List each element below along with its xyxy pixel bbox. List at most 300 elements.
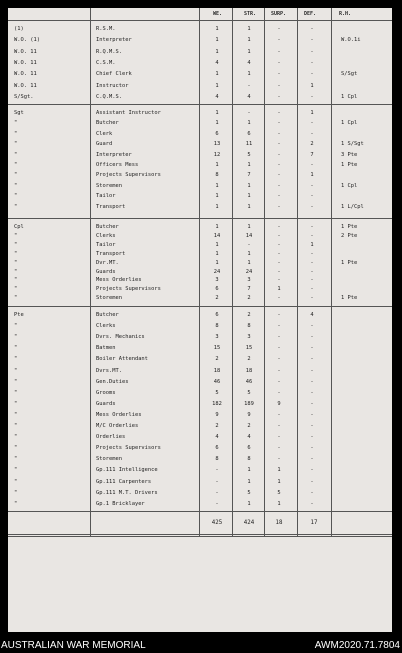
row-we: 14 (213, 232, 221, 239)
row-def: - (310, 277, 314, 284)
row-surp: - (277, 456, 281, 463)
row-description: Chief Clerk (96, 71, 132, 78)
row-str: 1 (247, 250, 251, 257)
header-rem: R.H. (339, 11, 352, 17)
row-str: 1 (247, 48, 251, 55)
row-surp: - (277, 411, 281, 418)
row-def: - (310, 286, 314, 293)
row-rank: " (14, 367, 18, 374)
row-description: Guards (96, 400, 116, 407)
row-description: Assistant Instructor (96, 110, 161, 116)
table-row (8, 48, 392, 57)
row-surp: - (277, 367, 281, 374)
row-we: 3 (215, 334, 219, 341)
row-we: 182 (212, 400, 222, 407)
row-str: 1 (247, 203, 251, 210)
row-rank: " (14, 151, 18, 158)
total-surp: 18 (275, 520, 283, 526)
row-we: - (215, 489, 219, 496)
table-row (8, 489, 392, 498)
table-row (8, 59, 392, 68)
row-we: 15 (213, 345, 221, 352)
table-row (8, 294, 392, 303)
row-rank: " (14, 500, 18, 507)
row-remarks: 1 S/Sgt (341, 141, 364, 148)
row-str: 46 (245, 378, 253, 385)
row-description: Storemen (96, 456, 122, 463)
row-str: 8 (247, 323, 251, 330)
row-def: - (310, 203, 314, 210)
row-str: 15 (245, 345, 253, 352)
row-we: 2 (215, 423, 219, 429)
row-str: 4 (247, 59, 251, 66)
row-description: Tailor (96, 193, 116, 200)
row-we: 3 (215, 277, 219, 284)
row-def: - (310, 268, 314, 275)
table-row (8, 93, 392, 102)
row-we: - (215, 467, 219, 474)
row-str: 14 (245, 232, 253, 239)
row-str: 1 (247, 193, 251, 200)
row-we: 24 (213, 268, 221, 275)
row-surp: - (277, 59, 281, 66)
row-we: 9 (215, 411, 219, 418)
table-row (8, 344, 392, 353)
row-description: R.Q.M.S. (96, 48, 122, 55)
table-row (8, 241, 392, 250)
row-we: 1 (215, 241, 219, 248)
row-description: Batmen (96, 345, 116, 352)
row-str: 2 (247, 312, 251, 318)
total-we: 425 (211, 520, 223, 526)
row-we: 1 (215, 71, 219, 78)
row-str: 189 (244, 400, 254, 407)
row-rank: (1) (14, 26, 24, 32)
row-remarks: S/Sgt (341, 71, 358, 78)
row-rank: " (14, 323, 18, 330)
row-remarks: W.O.1i (341, 37, 361, 44)
row-str: 1 (247, 182, 251, 189)
row-description: Clerk (96, 130, 113, 137)
row-rank: W.O. (1) (14, 37, 40, 44)
row-str: 5 (247, 151, 251, 158)
row-surp: - (277, 423, 281, 429)
section-rule (8, 306, 392, 307)
row-surp: - (277, 295, 281, 302)
row-remarks: 1 Cpl (341, 93, 358, 100)
row-def: - (310, 120, 314, 127)
row-str: - (247, 110, 251, 116)
table-row (8, 285, 392, 294)
row-surp: - (277, 182, 281, 189)
row-description: C.Q.M.S. (96, 93, 122, 100)
row-def: - (310, 323, 314, 330)
row-str: 3 (247, 334, 251, 341)
row-remarks: 1 Cpl (341, 120, 358, 127)
row-rank: " (14, 232, 18, 239)
row-def: - (310, 37, 314, 44)
row-surp: - (277, 250, 281, 257)
row-def: 1 (310, 172, 314, 179)
table-row (8, 311, 392, 320)
row-def: 1 (310, 110, 314, 116)
row-rank: " (14, 268, 18, 275)
row-we: 2 (215, 356, 219, 363)
row-we: 1 (215, 110, 219, 116)
row-str: 1 (247, 467, 251, 474)
header-str: STR. (244, 11, 257, 17)
row-str: 1 (247, 500, 251, 507)
row-def: - (310, 489, 314, 496)
row-rank: " (14, 411, 18, 418)
row-def: - (310, 345, 314, 352)
row-we: 1 (215, 203, 219, 210)
row-description: Projects Supervisors (96, 286, 161, 293)
table-row (8, 389, 392, 398)
header-surp: SURP. (271, 11, 287, 17)
row-we: 6 (215, 130, 219, 137)
row-def: - (310, 182, 314, 189)
table-row (8, 182, 392, 191)
row-rank: " (14, 295, 18, 302)
row-def: - (310, 48, 314, 55)
row-remarks: 1 L/Cpl (341, 203, 364, 210)
row-rank: " (14, 241, 18, 248)
row-description: Grooms (96, 389, 116, 396)
row-we: 1 (215, 182, 219, 189)
row-def: 4 (310, 312, 314, 318)
row-we: 8 (215, 172, 219, 179)
table-row (8, 478, 392, 487)
row-description: M/C Orderlies (96, 423, 139, 429)
table-row (8, 25, 392, 34)
row-rank: Cpl (14, 224, 24, 230)
row-description: Guard (96, 141, 113, 148)
row-we: 8 (215, 456, 219, 463)
row-def: - (310, 59, 314, 66)
row-str: 1 (247, 37, 251, 44)
section-rule (8, 218, 392, 219)
row-rank: " (14, 400, 18, 407)
row-surp: 1 (277, 500, 281, 507)
row-surp: - (277, 378, 281, 385)
row-def: - (310, 445, 314, 452)
row-we: 2 (215, 295, 219, 302)
footer-source: AUSTRALIAN WAR MEMORIAL (1, 640, 146, 651)
row-description: Instructor (96, 82, 129, 89)
row-description: Gen.Duties (96, 378, 129, 385)
row-description: Storemen (96, 182, 122, 189)
row-rank: S/Sgt. (14, 93, 34, 100)
row-remarks: 3 Pte (341, 151, 358, 158)
row-we: 1 (215, 120, 219, 127)
row-rank: " (14, 334, 18, 341)
row-rank: " (14, 130, 18, 137)
row-surp: - (277, 151, 281, 158)
row-str: 2 (247, 295, 251, 302)
row-description: Mess Orderlies (96, 277, 142, 284)
row-we: 1 (215, 37, 219, 44)
row-str: 1 (247, 71, 251, 78)
row-surp: - (277, 259, 281, 266)
row-we: 4 (215, 93, 219, 100)
row-description: Gp.111 Intelligence (96, 467, 158, 474)
table-row (8, 433, 392, 442)
row-rank: " (14, 378, 18, 385)
table-row (8, 355, 392, 364)
row-def: 1 (310, 82, 314, 89)
bottom-rule (8, 534, 392, 535)
row-str: 8 (247, 456, 251, 463)
row-surp: - (277, 434, 281, 441)
row-def: - (310, 423, 314, 429)
row-str: 5 (247, 489, 251, 496)
row-surp: - (277, 120, 281, 127)
row-we: 1 (215, 250, 219, 257)
table-row (8, 36, 392, 45)
row-rank: " (14, 172, 18, 179)
row-surp: 5 (277, 489, 281, 496)
row-str: 1 (247, 224, 251, 230)
row-str: 5 (247, 389, 251, 396)
table-row (8, 161, 392, 170)
row-surp: 1 (277, 467, 281, 474)
row-str: 4 (247, 434, 251, 441)
row-surp: - (277, 172, 281, 179)
row-we: - (215, 478, 219, 485)
row-def: - (310, 71, 314, 78)
row-str: 6 (247, 130, 251, 137)
row-surp: - (277, 445, 281, 452)
document-page (8, 8, 392, 632)
row-we: 1 (215, 82, 219, 89)
row-surp: - (277, 93, 281, 100)
row-we: 12 (213, 151, 221, 158)
row-def: - (310, 259, 314, 266)
table-row (8, 444, 392, 453)
totals-rule (8, 511, 392, 512)
table-row (8, 367, 392, 376)
row-def: 2 (310, 141, 314, 148)
row-description: Officers Mess (96, 162, 139, 168)
row-def: - (310, 232, 314, 239)
table-row (8, 378, 392, 387)
row-we: 4 (215, 434, 219, 441)
row-def: - (310, 400, 314, 407)
row-def: - (310, 389, 314, 396)
row-surp: - (277, 203, 281, 210)
row-surp: - (277, 334, 281, 341)
row-we: 5 (215, 389, 219, 396)
row-surp: - (277, 224, 281, 230)
row-surp: - (277, 312, 281, 318)
row-rank: " (14, 389, 18, 396)
row-we: 6 (215, 445, 219, 452)
table-row (8, 276, 392, 285)
row-rank: " (14, 250, 18, 257)
table-row (8, 422, 392, 431)
row-description: C.S.M. (96, 59, 116, 66)
row-def: - (310, 456, 314, 463)
row-description: Interpreter (96, 151, 132, 158)
row-description: Transport (96, 203, 126, 210)
row-rank: W.O. 11 (14, 48, 37, 55)
row-rank: " (14, 259, 18, 266)
row-description: Orderlies (96, 434, 126, 441)
row-rank: " (14, 141, 18, 148)
row-description: Boiler Attendant (96, 356, 148, 363)
table-row (8, 140, 392, 149)
row-we: - (215, 500, 219, 507)
row-description: Transport (96, 250, 126, 257)
row-str: 2 (247, 423, 251, 429)
table-row (8, 250, 392, 259)
table-row (8, 400, 392, 409)
bottom-rule (8, 536, 392, 537)
row-rank: " (14, 423, 18, 429)
row-we: 1 (215, 162, 219, 168)
table-row (8, 203, 392, 212)
row-description: Guards (96, 268, 116, 275)
row-surp: - (277, 277, 281, 284)
row-def: - (310, 434, 314, 441)
total-str: 424 (243, 520, 255, 526)
row-rank: W.O. 11 (14, 59, 37, 66)
row-surp: - (277, 141, 281, 148)
row-description: Clerks (96, 323, 116, 330)
row-rank: " (14, 286, 18, 293)
row-surp: - (277, 82, 281, 89)
row-surp: - (277, 37, 281, 44)
table-row (8, 70, 392, 79)
table-row (8, 411, 392, 420)
row-surp: - (277, 323, 281, 330)
row-surp: 9 (277, 400, 281, 407)
row-rank: " (14, 445, 18, 452)
row-surp: - (277, 389, 281, 396)
row-description: Butcher (96, 224, 119, 230)
row-description: Projects Supervisors (96, 172, 161, 179)
row-description: Dvrs.MT. (96, 367, 122, 374)
row-remarks: 1 Pte (341, 224, 358, 230)
row-surp: - (277, 241, 281, 248)
table-row (8, 82, 392, 91)
row-str: 1 (247, 259, 251, 266)
row-def: - (310, 162, 314, 168)
row-def: - (310, 467, 314, 474)
row-remarks: 1 Pte (341, 295, 358, 302)
row-surp: - (277, 26, 281, 32)
table-row (8, 268, 392, 277)
row-surp: - (277, 110, 281, 116)
row-str: 9 (247, 411, 251, 418)
row-rank: " (14, 277, 18, 284)
row-description: Interpreter (96, 37, 132, 44)
row-surp: 1 (277, 478, 281, 485)
row-rank: " (14, 345, 18, 352)
row-we: 1 (215, 26, 219, 32)
row-surp: - (277, 71, 281, 78)
row-description: Gp.111 Carpenters (96, 478, 152, 485)
row-rank: " (14, 193, 18, 200)
row-rank: " (14, 162, 18, 168)
row-remarks: 2 Pte (341, 232, 358, 239)
row-str: 24 (245, 268, 253, 275)
row-rank: W.O. 11 (14, 82, 37, 89)
table-row (8, 500, 392, 509)
row-we: 13 (213, 141, 221, 148)
row-description: Gp.1 Bricklayer (96, 500, 145, 507)
table-row (8, 333, 392, 342)
table-row (8, 223, 392, 232)
row-def: - (310, 500, 314, 507)
row-rank: " (14, 434, 18, 441)
row-def: - (310, 411, 314, 418)
row-str: 7 (247, 172, 251, 179)
row-def: - (310, 93, 314, 100)
row-rank: " (14, 356, 18, 363)
row-def: - (310, 378, 314, 385)
row-we: 6 (215, 312, 219, 318)
row-description: R.S.M. (96, 26, 116, 32)
row-description: Mess Orderlies (96, 411, 142, 418)
row-def: - (310, 26, 314, 32)
row-rank: " (14, 478, 18, 485)
row-surp: - (277, 268, 281, 275)
header-we: WE. (213, 11, 223, 17)
row-rank: " (14, 120, 18, 127)
row-str: 6 (247, 445, 251, 452)
table-row (8, 171, 392, 180)
row-str: - (247, 82, 251, 89)
row-str: - (247, 241, 251, 248)
row-surp: - (277, 48, 281, 55)
row-def: - (310, 478, 314, 485)
row-str: 1 (247, 120, 251, 127)
row-str: 2 (247, 356, 251, 363)
row-def: - (310, 295, 314, 302)
row-we: 8 (215, 323, 219, 330)
row-remarks: 1 Pte (341, 162, 358, 168)
section-rule (8, 104, 392, 105)
row-surp: - (277, 193, 281, 200)
row-str: 1 (247, 26, 251, 32)
row-surp: - (277, 162, 281, 168)
table-row (8, 232, 392, 241)
row-rank: Pte (14, 312, 24, 318)
row-we: 1 (215, 48, 219, 55)
row-rank: " (14, 182, 18, 189)
row-rank: " (14, 467, 18, 474)
row-str: 1 (247, 162, 251, 168)
table-row (8, 322, 392, 331)
table-row (8, 466, 392, 475)
row-rank: " (14, 489, 18, 496)
row-description: Storemen (96, 295, 122, 302)
table-row (8, 109, 392, 118)
row-description: Tailor (96, 241, 116, 248)
row-description: Projects Supervisors (96, 445, 161, 452)
footer-bar (0, 638, 402, 653)
row-we: 6 (215, 286, 219, 293)
row-str: 3 (247, 277, 251, 284)
footer-accession: AWM2020.71.7804 (314, 640, 400, 651)
row-def: - (310, 334, 314, 341)
table-row (8, 151, 392, 160)
total-def: 17 (310, 520, 318, 526)
row-rank: W.O. 11 (14, 71, 37, 78)
row-def: 1 (310, 241, 314, 248)
